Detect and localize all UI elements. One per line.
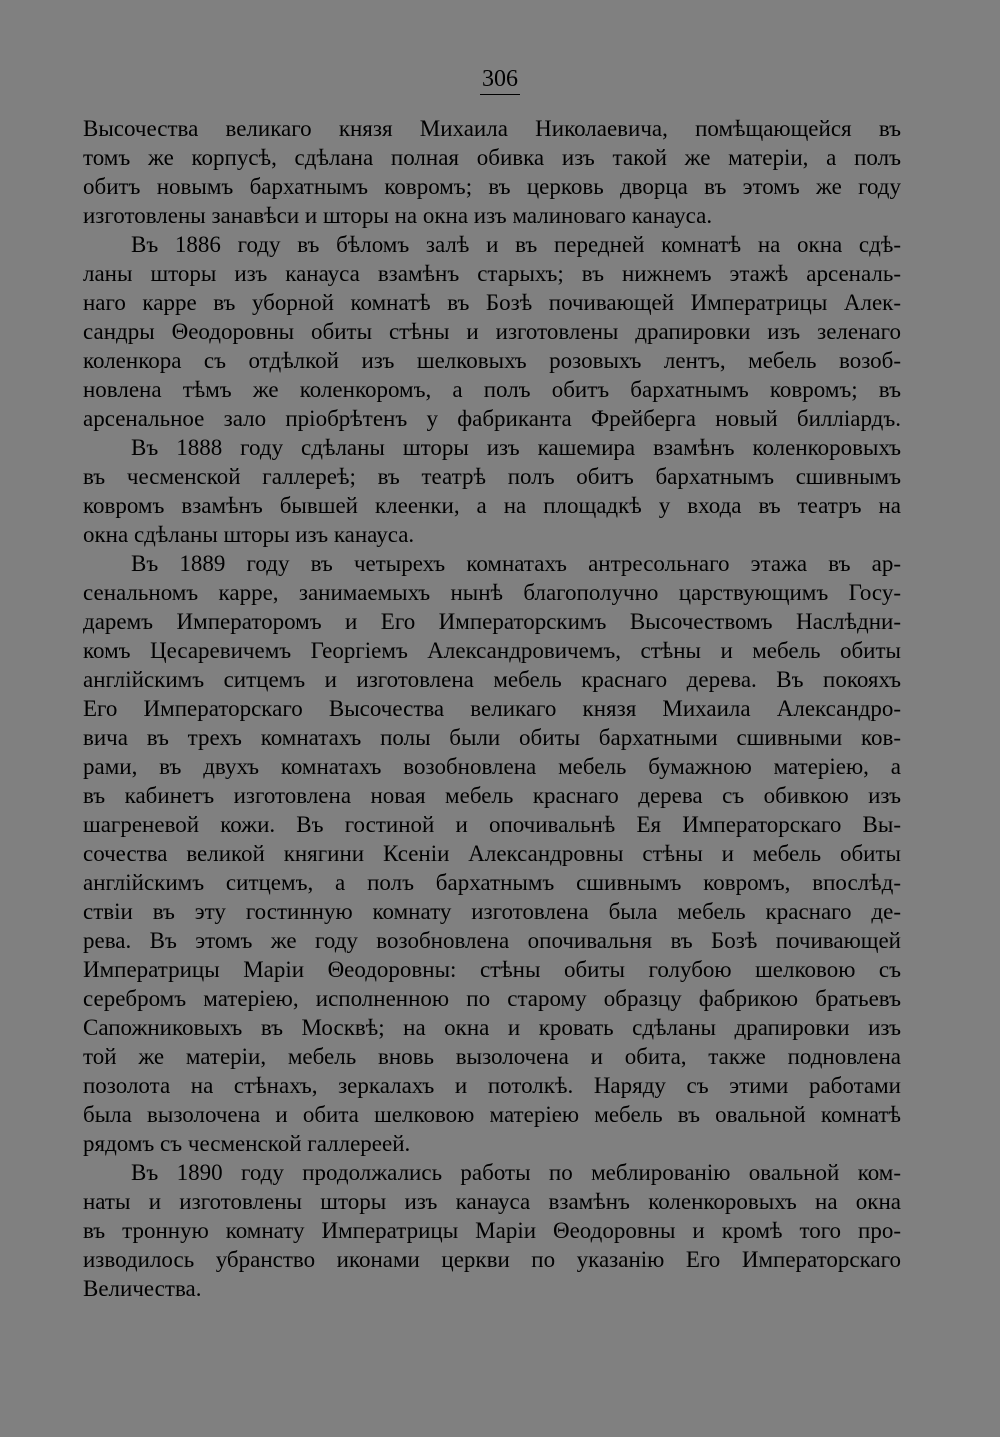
text-line: ствіи въ эту гостинную комнату изготовлена была мебель краснаго де- (83, 899, 901, 924)
paragraph (83, 433, 901, 549)
text-line: даремъ Императоромъ и Его Императорскимъ Высочествомъ Наслѣдни- (83, 609, 901, 634)
text-line: сенальномъ карре, занимаемыхъ нынѣ благополучно царствующимъ Госу- (83, 580, 901, 605)
text-line: рева. Въ этомъ же году возобновлена опочивальня въ Бозѣ почивающей (83, 928, 901, 953)
text-line: англійскимъ ситцемъ, а полъ бархатнымъ сшивнымъ ковромъ, впослѣд- (83, 870, 901, 895)
page-number (0, 66, 1000, 95)
text-line: сандры Θеодоровны обиты стѣны и изготовлены драпировки изъ зеленаго (83, 319, 901, 344)
text-line: Высочества великаго князя Михаила Николаевича, помѣщающейся въ (83, 116, 901, 141)
text-line: англійскимъ ситцемъ и изготовлена мебель краснаго дерева. Въ покояхъ (83, 667, 901, 692)
text-line: окна сдѣланы шторы изъ канауса. (83, 522, 415, 547)
text-line: Въ 1886 году въ бѣломъ залѣ и въ передней комнатѣ на окна сдѣ- (131, 232, 901, 257)
paragraph (83, 114, 901, 230)
text-line: той же матеріи, мебель вновь вызолочена и обита, также подновлена (83, 1044, 901, 1069)
text-line: Въ 1890 году продолжались работы по меблированію овальной ком- (131, 1160, 901, 1185)
text-line: рядомъ съ чесменской галлереей. (83, 1131, 411, 1156)
text-line: рами, въ двухъ комнатахъ возобновлена мебель бумажною матеріею, а (83, 754, 901, 779)
text-line: Въ 1889 году въ четырехъ комнатахъ антресольнаго этажа въ ар- (131, 551, 901, 576)
text-line: Императрицы Маріи Θеодоровны: стѣны обиты голубою шелковою съ (83, 957, 901, 982)
text-line: изготовлены занавѣси и шторы на окна изъ малиноваго канауса. (83, 203, 713, 228)
text-line: въ кабинетъ изготовлена новая мебель краснаго дерева съ обивкою изъ (83, 783, 901, 808)
text-line: Его Императорскаго Высочества великаго князя Михаила Александро- (83, 696, 901, 721)
text-line: ковромъ взамѣнъ бывшей клеенки, а на площадкѣ у входа въ театръ на (83, 493, 901, 518)
text-line: въ тронную комнату Императрицы Маріи Θеодоровны и кромѣ того про- (83, 1218, 901, 1243)
text-line: шагреневой кожи. Въ гостиной и опочивальнѣ Ея Императорскаго Вы- (83, 812, 901, 837)
text-line: обитъ новымъ бархатнымъ ковромъ; въ церковь дворца въ этомъ же году (83, 174, 901, 199)
text-line: комъ Цесаревичемъ Георгіемъ Александровичемъ, стѣны и мебель обиты (83, 638, 901, 663)
text-line: серебромъ матеріею, исполненною по старому образцу фабрикою братьевъ (83, 986, 901, 1011)
paragraph (83, 549, 901, 1158)
paragraph (83, 1158, 901, 1303)
text-line: позолота на стѣнахъ, зеркалахъ и потолкѣ. Наряду съ этими работами (83, 1073, 901, 1098)
text-line: томъ же корпусѣ, сдѣлана полная обивка изъ такой же матеріи, а полъ (83, 145, 901, 170)
page-number-text: 306 (480, 66, 520, 95)
text-line: Сапожниковыхъ въ Москвѣ; на окна и кровать сдѣланы драпировки изъ (83, 1015, 901, 1040)
text-line: сочества великой княгини Ксеніи Александровны стѣны и мебель обиты (83, 841, 901, 866)
text-line: наго карре въ уборной комнатѣ въ Бозѣ почивающей Императрицы Алек- (83, 290, 901, 315)
text-line: изводилось убранство иконами церкви по указанію Его Императорскаго (83, 1247, 901, 1272)
text-body (83, 114, 901, 1303)
text-line: арсенальное зало пріобрѣтенъ у фабриканта Фрейберга новый билліардъ. (83, 406, 901, 431)
text-line: вича въ трехъ комнатахъ полы были обиты бархатными сшивными ков- (83, 725, 901, 750)
text-line: въ чесменской галлереѣ; въ театрѣ полъ обитъ бархатнымъ сшивнымъ (83, 464, 901, 489)
text-line: ланы шторы изъ канауса взамѣнъ старыхъ; въ нижнемъ этажѣ арсеналь- (83, 261, 901, 286)
paragraph (83, 230, 901, 433)
text-line: была вызолочена и обита шелковою матеріею мебель въ овальной комнатѣ (83, 1102, 901, 1127)
text-line: Величества. (83, 1276, 202, 1301)
text-line: новлена тѣмъ же коленкоромъ, а полъ обитъ бархатнымъ ковромъ; въ (83, 377, 901, 402)
text-line: коленкора съ отдѣлкой изъ шелковыхъ розовыхъ лентъ, мебель возоб- (83, 348, 901, 373)
text-line: Въ 1888 году сдѣланы шторы изъ кашемира взамѣнъ коленкоровыхъ (131, 435, 901, 460)
text-line: наты и изготовлены шторы изъ канауса взамѣнъ коленкоровыхъ на окна (83, 1189, 901, 1214)
